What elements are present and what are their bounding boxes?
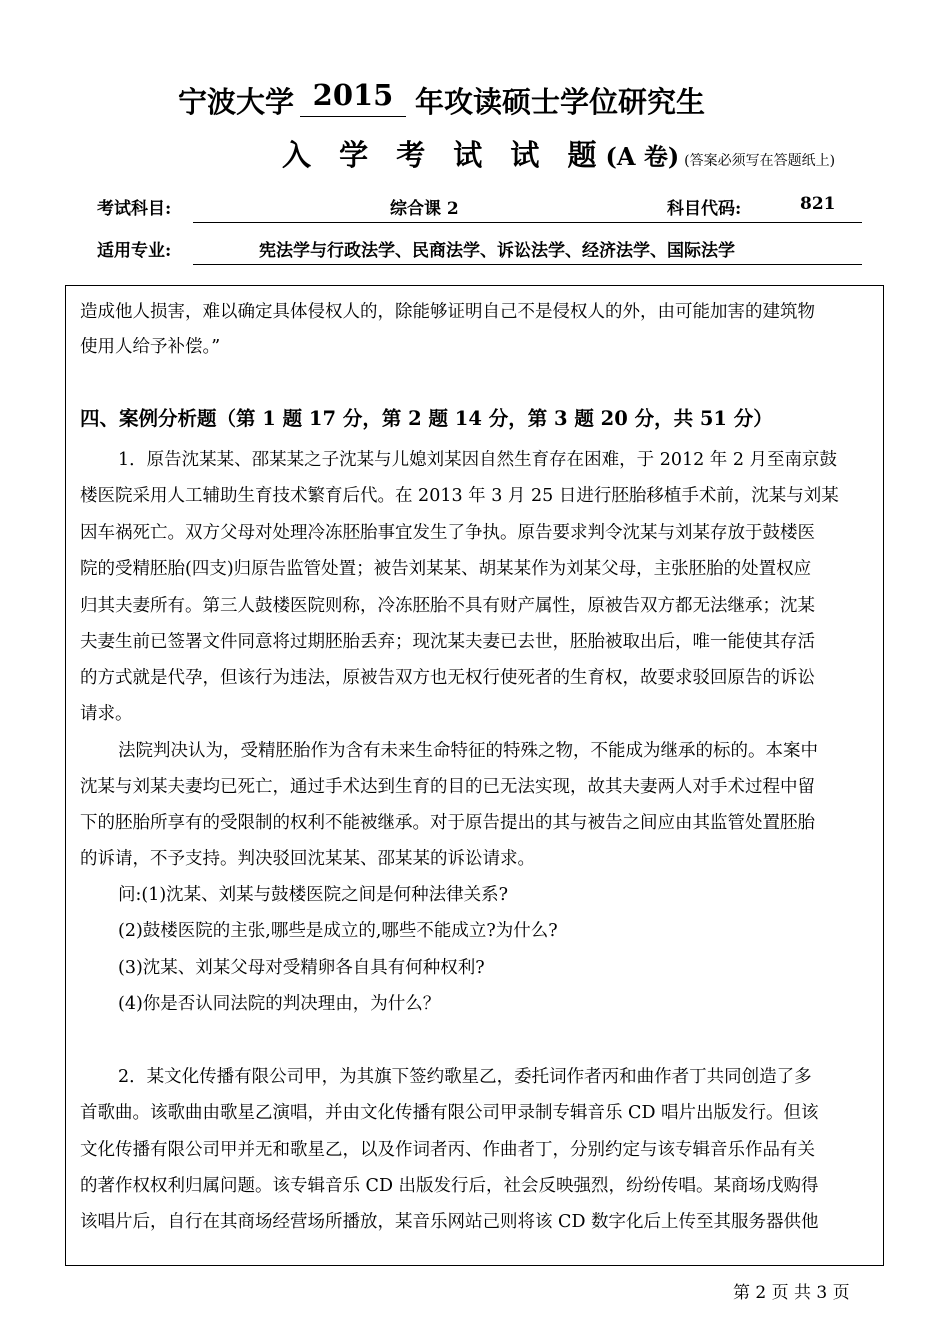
exam-title-line-1	[0, 80, 950, 120]
intro-line: 使用人给予补偿。”	[80, 337, 221, 357]
year-underline	[300, 116, 406, 117]
question-item: (4)你是否认同法院的判决理由，为什么？	[118, 994, 441, 1014]
answer-note: (答案必须写在答题纸上)	[684, 153, 836, 169]
question-item: (2)鼓楼医院的主张,哪些是成立的,哪些不能成立?为什么?	[118, 921, 558, 941]
case1-line: 的方式就是代孕，但该行为违法，原被告双方也无权行使死者的生育权，故要求驳回原告的诉讼	[80, 668, 815, 688]
court-line: 沈某与刘某夫妻均已死亡，通过手术达到生育的目的已无法实现，故其夫妻两人对手术过程中留	[80, 777, 815, 797]
exam-volume: (A 卷)	[605, 142, 680, 171]
exam-title: 入 学 考 试 试 题	[282, 138, 606, 172]
court-line: 下的胚胎所享有的受限制的权利不能被继承。对于原告提出的其与被告之间应由其监管处置胚胎	[80, 813, 815, 833]
question-item: 问:(1)沈某、刘某与鼓楼医院之间是何种法律关系?	[118, 885, 509, 905]
case1-line: 楼医院采用人工辅助生育技术繁育后代。在 2013 年 3 月 25 日进行胚胎移植手术前，沈某与刘某	[80, 486, 839, 506]
court-line: 的诉请，不予支持。判决驳回沈某某、邵某某的诉讼请求。	[80, 849, 535, 869]
code-label: 科目代码:	[667, 199, 742, 219]
court-line: 法院判决认为，受精胚胎作为含有未来生命特征的特殊之物，不能成为继承的标的。本案中	[118, 741, 818, 761]
case1-line: 归其夫妻所有。第三人鼓楼医院则称，冷冻胚胎不具有财产属性，原被告双方都无法继承；沈某	[80, 596, 815, 616]
case2-line: 文化传播有限公司甲并无和歌星乙，以及作词者丙、作曲者丁，分别约定与该专辑音乐作品有关	[80, 1140, 815, 1160]
major-rule	[193, 264, 862, 265]
subject-rule	[193, 222, 862, 223]
page-number: 第 2 页 共 3 页	[733, 1283, 850, 1303]
major-value: 宪法学与行政法学、民商法学、诉讼法学、经济法学、国际法学	[259, 241, 735, 261]
case1-line: 1．原告沈某某、邵某某之子沈某与儿媳刘某因自然生育存在困难，于 2012 年 2 月至南京鼓	[118, 450, 838, 470]
case1-line: 夫妻生前已签署文件同意将过期胚胎丢弃；现沈某夫妻已去世，胚胎被取出后，唯一能使其存活	[80, 632, 815, 652]
exam-year: 2015	[312, 78, 394, 112]
university-name: 宁波大学	[178, 85, 295, 119]
subject-label: 考试科目:	[97, 199, 172, 219]
code-value: 821	[800, 194, 836, 214]
case2-line: 首歌曲。该歌曲由歌星乙演唱，并由文化传播有限公司甲录制专辑音乐 CD 唱片出版发行。但该	[80, 1103, 819, 1123]
section-heading: 四、案例分析题（第 1 题 17 分，第 2 题 14 分，第 3 题 20 分，共 51 分）	[80, 407, 773, 430]
case1-line: 因车祸死亡。双方父母对处理冷冻胚胎事宜发生了争执。原告要求判令沈某与刘某存放于鼓楼医	[80, 523, 815, 543]
case1-line: 院的受精胚胎(四支)归原告监管处置；被告刘某某、胡某某作为刘某父母，主张胚胎的处置权应	[80, 559, 812, 579]
case2-line: 的著作权权利归属问题。该专辑音乐 CD 出版发行后，社会反映强烈，纷纷传唱。某商场戊购得	[80, 1176, 819, 1196]
question-item: (3)沈某、刘某父母对受精卵各自具有何种权利?	[118, 958, 485, 978]
case2-line: 该唱片后，自行在其商场经营场所播放，某音乐网站己则将该 CD 数字化后上传至其服务器供他	[80, 1212, 819, 1232]
intro-line: 造成他人损害，难以确定具体侵权人的，除能够证明自己不是侵权人的外，由可能加害的建筑物	[80, 302, 815, 322]
title-degree-text: 年攻读硕士学位研究生	[415, 85, 706, 119]
major-label: 适用专业:	[97, 241, 172, 261]
exam-title-line-2	[282, 133, 835, 174]
case1-line: 请求。	[80, 704, 133, 724]
subject-value: 综合课 2	[390, 199, 459, 219]
case2-line: 2．某文化传播有限公司甲，为其旗下签约歌星乙，委托词作者丙和曲作者丁共同创造了多	[118, 1067, 812, 1087]
